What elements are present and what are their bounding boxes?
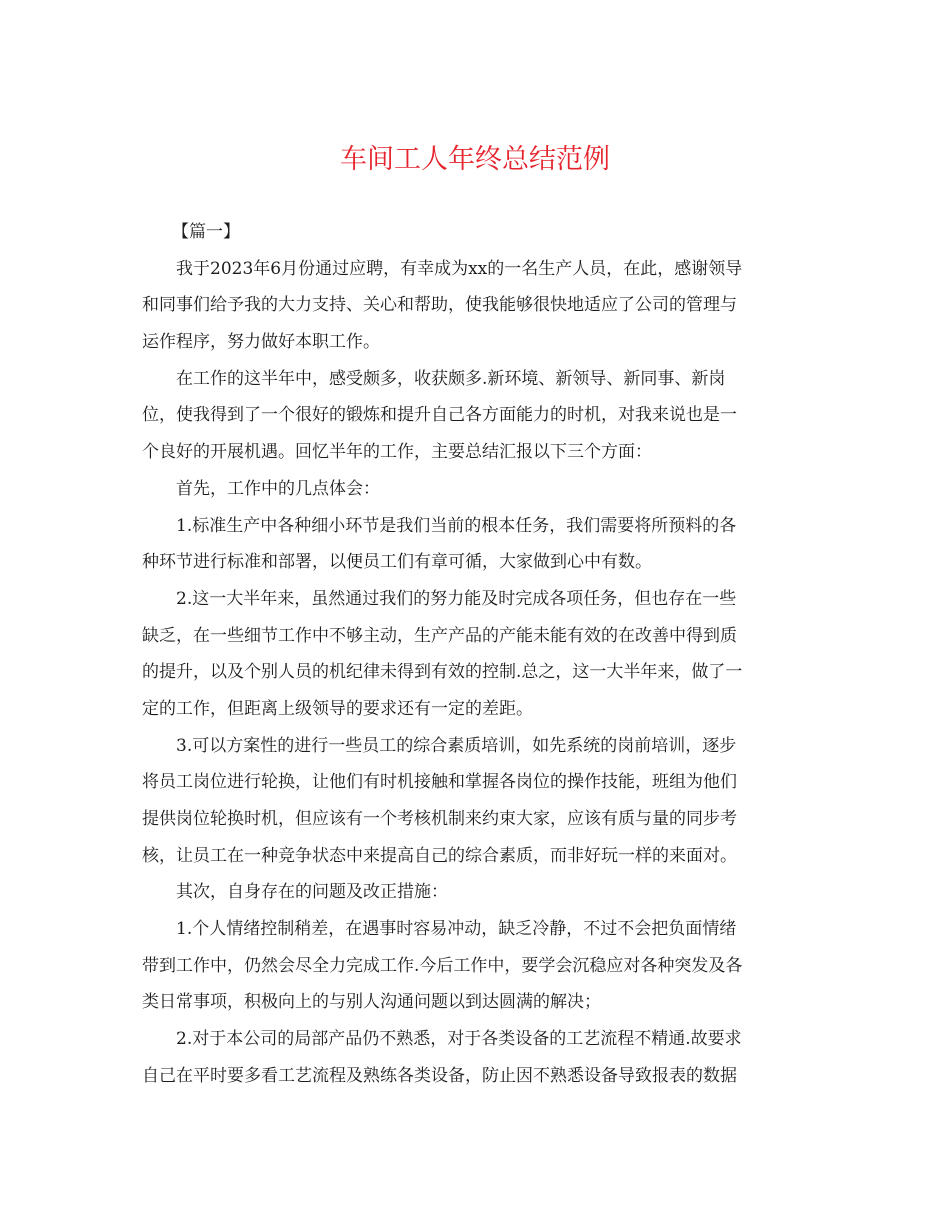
- paragraph: [142, 874, 804, 911]
- text-line: 运作程序，努力做好本职工作。: [142, 332, 380, 353]
- text-line: 【篇一】: [172, 222, 240, 242]
- paragraph: [142, 911, 804, 1021]
- paragraph: [142, 581, 804, 728]
- text-line: 将员工岗位进行轮换，让他们有时机接触和掌握各岗位的操作技能，班组为他们: [142, 772, 737, 793]
- text-line: 2.这一大半年来，虽然通过我们的努力能及时完成各项任务，但也存在一些: [176, 588, 737, 609]
- text-line: 和同事们给予我的大力支持、关心和帮助，使我能够很快地适应了公司的管理与: [142, 295, 737, 316]
- text-line: 提供岗位轮换时机，但应该有一个考核机制来约束大家，应该有质与量的同步考: [142, 809, 737, 829]
- text-line: 的提升，以及个别人员的机纪律未得到有效的控制.总之，这一大半年来，做了一: [142, 662, 743, 683]
- text-line: 1.个人情绪控制稍差，在遇事时容易冲动，缺乏冷静，不过不会把负面情绪: [176, 919, 737, 940]
- text-line: 位，使我得到了一个很好的锻炼和提升自己各方面能力的时机，对我来说也是一: [142, 405, 737, 426]
- text-line: 类日常事项，积极向上的与别人沟通问题以到达圆满的解决；: [142, 992, 601, 1013]
- paragraph: [142, 251, 804, 361]
- text-line: 自己在平时要多看工艺流程及熟练各类设备，防止因不熟悉设备导致报表的数据: [142, 1065, 737, 1086]
- text-line: 核，让员工在一种竞争状态中来提高自己的综合素质，而非好玩一样的来面对。: [142, 845, 737, 866]
- paragraph: [142, 1021, 804, 1094]
- text-line: 定的工作，但距离上级领导的要求还有一定的差距。: [142, 698, 533, 719]
- paragraph: [142, 728, 804, 875]
- document-body: [142, 214, 804, 1095]
- document-title: 车间工人年终总结范例: [340, 144, 610, 175]
- text-line: 其次，自身存在的问题及改正措施：: [176, 882, 448, 903]
- text-line: 个良好的开展机遇。回忆半年的工作，主要总结汇报以下三个方面：: [142, 442, 652, 463]
- paragraph: [142, 361, 804, 471]
- section-heading: [142, 214, 804, 251]
- paragraph: [142, 471, 804, 508]
- text-line: 我于2023年6月份通过应聘，有幸成为xx的一名生产人员，在此，感谢领导: [176, 258, 743, 279]
- text-line: 缺乏，在一些细节工作中不够主动，生产产品的产能未能有效的在改善中得到质: [142, 625, 737, 646]
- text-line: 种环节进行标准和部署，以便员工们有章可循，大家做到心中有数。: [142, 552, 652, 573]
- text-line: 2.对于本公司的局部产品仍不熟悉，对于各类设备的工艺流程不精通.故要求: [176, 1029, 742, 1050]
- text-line: 在工作的这半年中，感受颇多，收获颇多.新环境、新领导、新同事、新岗: [176, 368, 726, 389]
- text-line: 首先，工作中的几点体会：: [176, 478, 380, 499]
- text-line: 3.可以方案性的进行一些员工的综合素质培训，如先系统的岗前培训，逐步: [176, 735, 737, 756]
- text-line: 1.标准生产中各种细小环节是我们当前的根本任务，我们需要将所预料的各: [176, 515, 737, 536]
- text-line: 带到工作中，仍然会尽全力完成工作.今后工作中，要学会沉稳应对各种突发及各: [142, 955, 743, 976]
- paragraph: [142, 508, 804, 581]
